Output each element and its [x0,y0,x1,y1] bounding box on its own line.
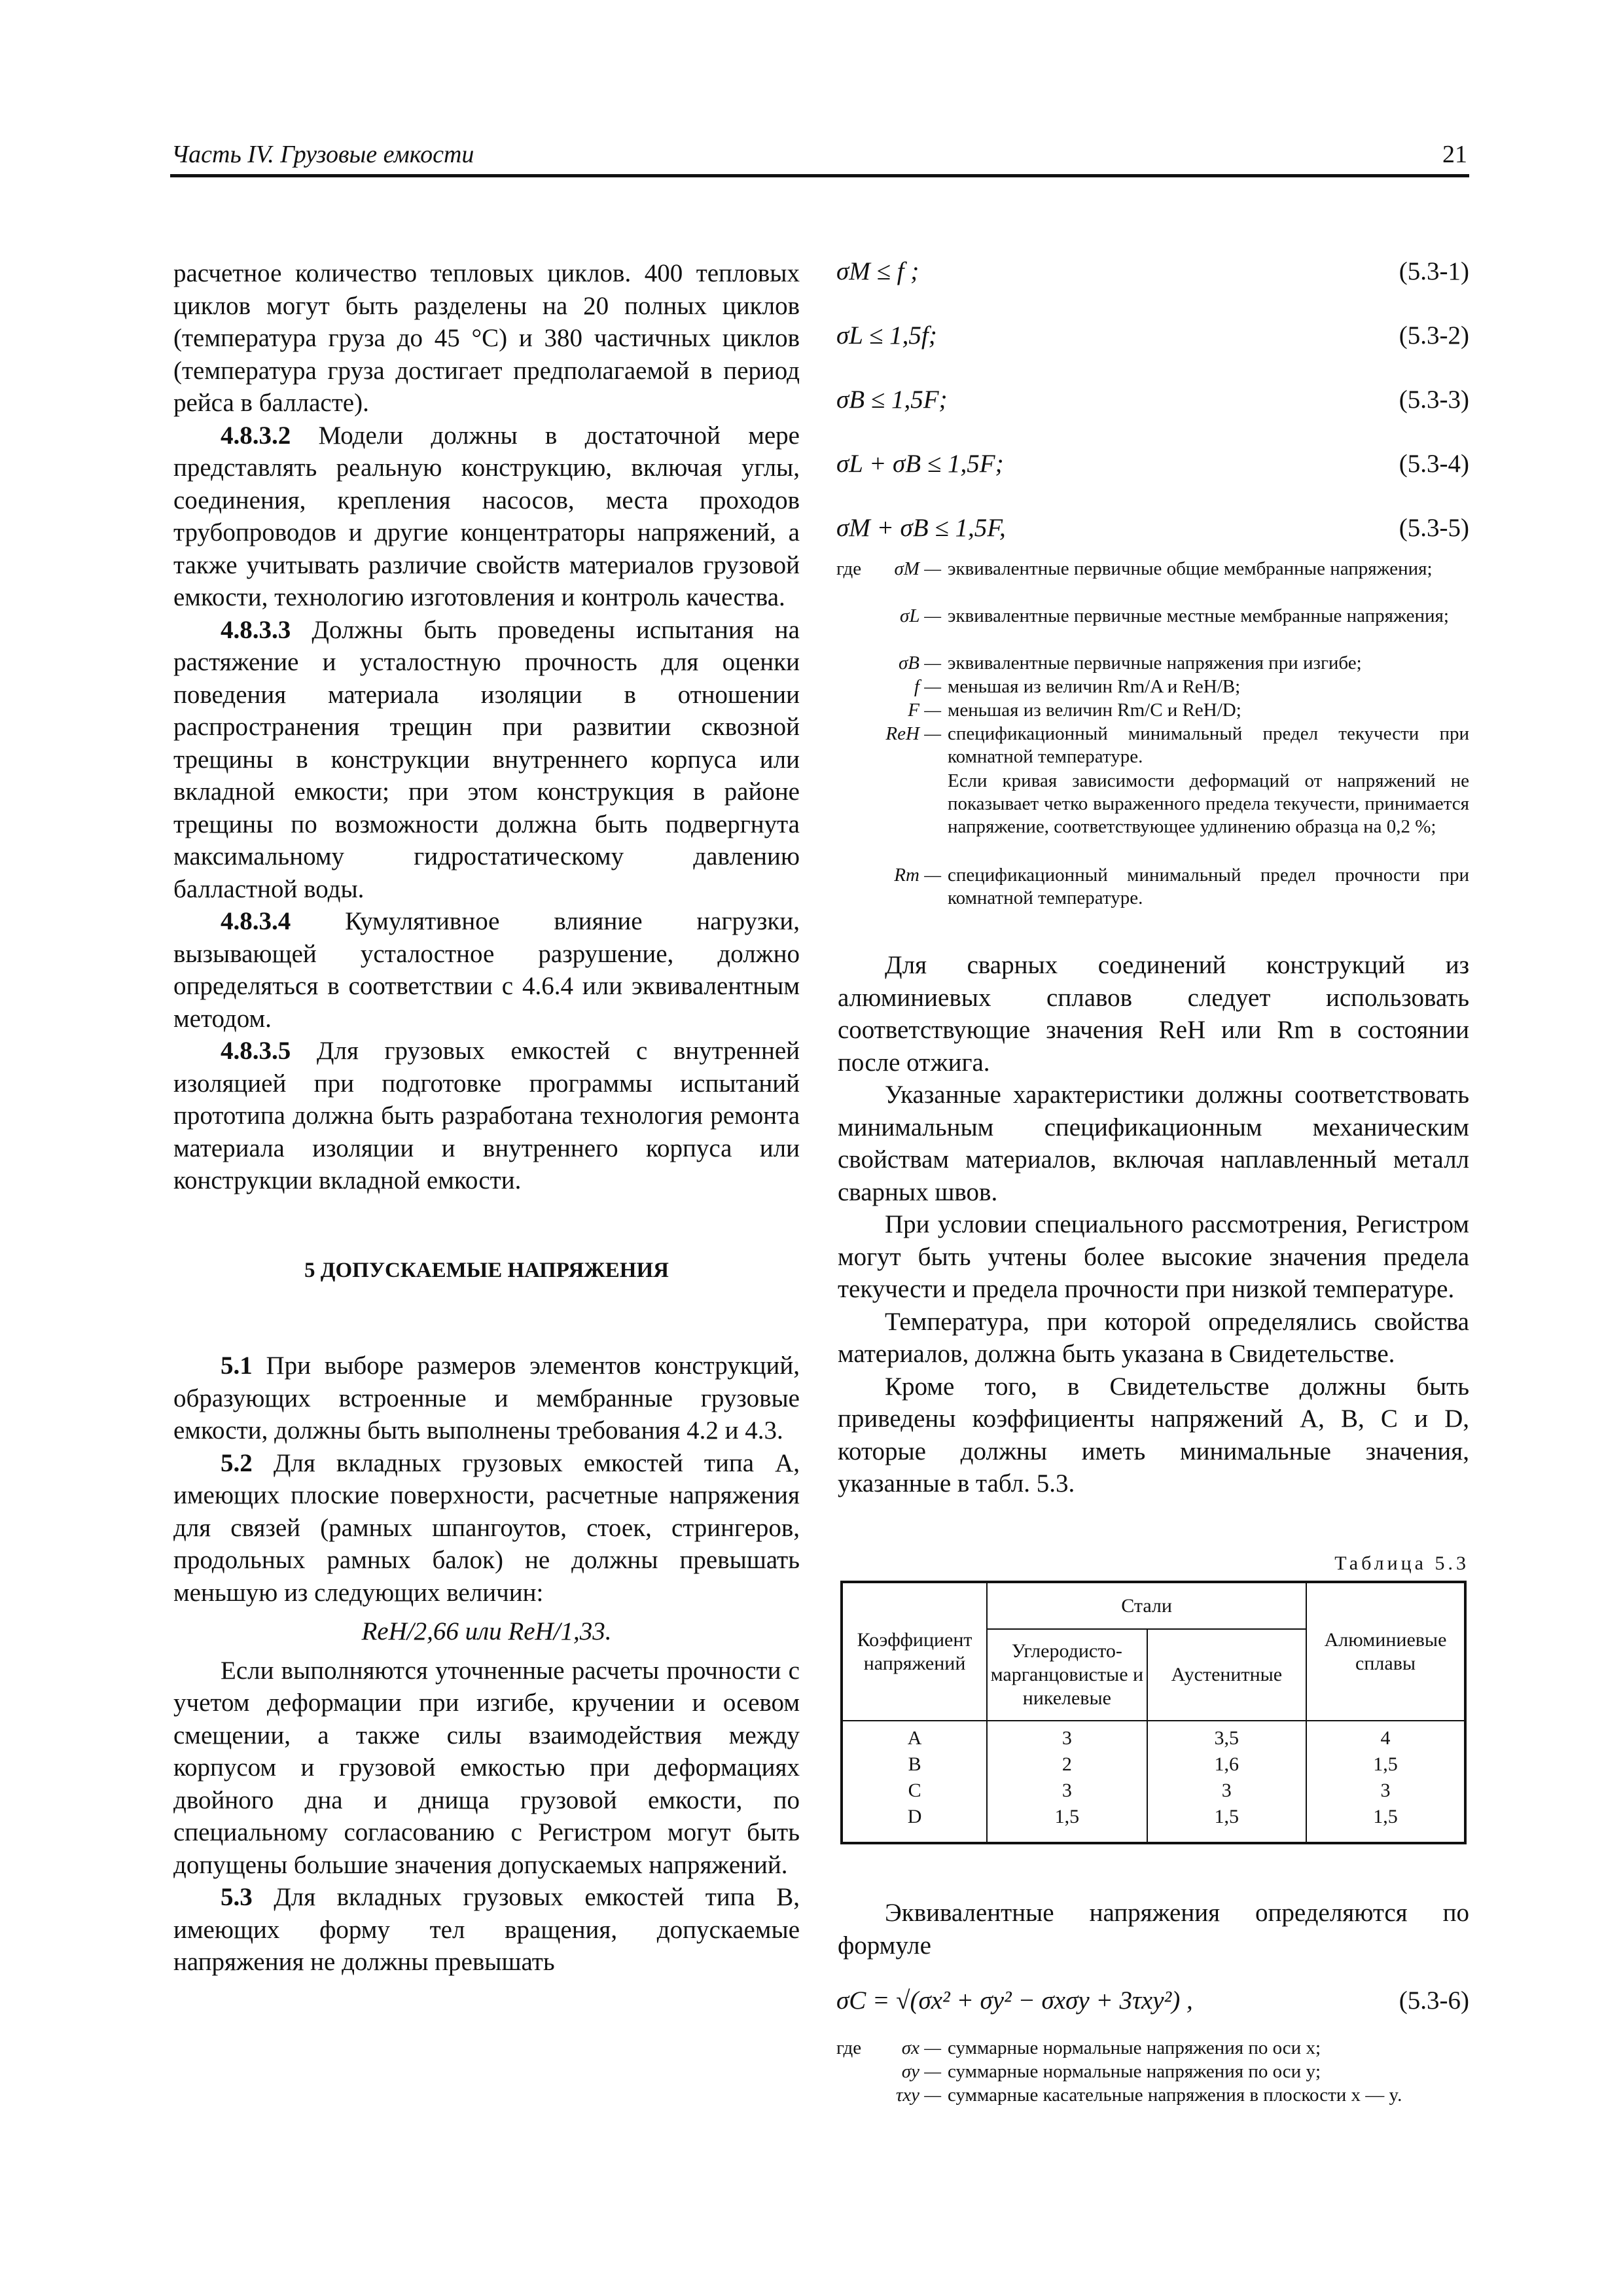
clause-number: 5.1 [221,1352,253,1380]
formula-5-3-4: σL + σB ≤ 1,5F; (5.3-4) [836,450,1469,478]
paragraph-text: При выборе размеров элементов конструкций, образующих встроенные и мембранные грузовые емкости, должны быть выполнены требования 4.2 и 4.3. [173,1352,800,1444]
where-label: где [836,558,862,579]
clause-number: 4.8.3.3 [221,615,291,644]
table-5-3 [840,1581,1467,1844]
paragraph-5-3 [173,1881,800,1979]
paragraph: Температура, при которой определялись свойства материалов, должна быть указана в Свидетельстве. [838,1307,1469,1368]
header-rule [170,174,1469,177]
right-column [838,949,1469,1500]
paragraph: Для сварных соединений конструкций из алюминиевых сплавов следует использовать соответствующие значения ReH или Rm в состоянии после отжига. [838,951,1469,1077]
page-number: 21 [1442,141,1467,168]
table-row: D 1,5 1,5 1,5 [842,1804,1465,1843]
clause-number: 4.8.3.2 [221,421,291,450]
paragraph: Указанные характеристики должны соответствовать минимальным спецификационным механическим свойствам материалов, включая наплавленный металл сварных швов. [838,1081,1469,1206]
paragraph-5-1 [173,1350,800,1447]
paragraph: Если выполняются уточненные расчеты прочности с учетом деформации при изгибе, кручении и осевом смещении, а также силы взаимодействия между корпусом и грузовой емкостью при деформациях двойного дна и днища грузовой емкости, по специальному согласованию с Регистром могут быть допущены большие значения допускаемых напряжений. [173,1656,800,1879]
clause-number: 4.8.3.4 [221,907,291,935]
formula-5-3-5: σM + σB ≤ 1,5F, (5.3-5) [836,514,1469,542]
formula-intro [838,1897,1469,1962]
paragraph: расчетное количество тепловых циклов. 400 тепловых циклов могут быть разделены на 20 полных циклов (температура груза до 45 °C) и 380 частичных циклов (температура груза достигает предполагаемой в период рейса в балласте). [173,259,800,417]
formula-5-3-6: σC = √(σx² + σy² − σxσy + 3τxy²) , (5.3-6) [836,1986,1469,2015]
clause-number: 5.2 [221,1448,253,1477]
header-steel: Стали [987,1582,1306,1629]
clause-number: 4.8.3.5 [221,1037,291,1065]
paragraph-4-8-3-5 [173,1035,800,1197]
formula-5-3-2: σL ≤ 1,5f; (5.3-2) [836,321,1469,350]
formula-5-3-3: σB ≤ 1,5F; (5.3-3) [836,386,1469,414]
table-row: C 3 3 3 [842,1778,1465,1804]
table-caption: Таблица 5.3 [1334,1552,1469,1574]
paragraph-4-8-3-3 [173,614,800,906]
paragraph-text: Для вкладных грузовых емкостей типа A, имеющих плоские поверхности, расчетные напряжения для связей (рамных шпангоутов, стоек, стрингеров, продольных рамных балок) не должны превышать меньшую из следующих величин: [173,1448,800,1607]
paragraph: Кроме того, в Свидетельстве должны быть приведены коэффициенты напряжений A, B, C и D, которые должны иметь минимальные значения, указанные в табл. 5.3. [838,1372,1469,1498]
paragraph: Эквивалентные напряжения определяются по формуле [838,1899,1469,1960]
paragraph-text: Кумулятивное влияние нагрузки, вызывающей усталостное разрушение, должно определяться в соответствии с 4.6.4 или эквивалентным методом. [173,907,800,1033]
table-row: A 3 3,5 4 [842,1721,1465,1751]
paragraph-5-2 [173,1447,800,1609]
where-label: где [836,2037,862,2058]
definitions-block: где σM — эквивалентные первичные общие мембранные напряжения; σL — эквивалентные первичные местные мембранные напряжения; σB — эквивалентные первичные напряжения при изгибе; f — меньшая из величин Rm/A и ReH/B; F — меньшая из величин Rm/C и ReH/D; ReH — спецификационный минимальный предел текучести при комнатной температуре. Если кривая зависимости деформаций от напряжений не показывает четко выраженного предела текучести, принимается напряжение, соответствующее удлинению образца на 0,2 %; Rm — спецификационный минимальный предел прочности при комнатной температуре. [836,558,1469,908]
clause-number: 5.3 [221,1883,253,1911]
left-column [173,257,800,1979]
section-heading: 5 ДОПУСКАЕМЫЕ НАПРЯЖЕНИЯ [304,1258,669,1282]
paragraph: При условии специального рассмотрения, Регистром могут быть учтены более высокие значения предела текучести и предела прочности при низкой температуре. [838,1210,1469,1303]
paragraph-text: Должны быть проведены испытания на растяжение и усталостную прочность для оценки поведения материала изоляции в отношении распространения трещин при развитии сквозной трещины в конструкции внутреннего корпуса или вкладной емкости; при этом конструкция в районе трещины по возможности должна быть подвергнута максимальному гидростатическому давлению балластной воды. [173,615,800,903]
inline-formula: ReH/2,66 или ReH/1,33. [361,1617,612,1645]
header-coefficient: Коэффициент напряжений [842,1582,987,1721]
formula-5-3-1: σM ≤ f ; (5.3-1) [836,257,1469,285]
paragraph-4-8-3-2 [173,420,800,614]
header-carbon-manganese: Углеродисто-марганцовистые и никелевые [987,1629,1147,1721]
paragraph-text: Для грузовых емкостей с внутренней изоляцией при подготовке программы испытаний прототипа должна быть разработана технология ремонта материала изоляции и внутреннего корпуса или конструкции вкладной емкости. [173,1037,800,1194]
paragraph-text: Модели должны в достаточной мере представлять реальную конструкцию, включая углы, соединения, крепления насосов, места проходов трубопроводов и другие концентраторы напряжений, а также учитывать различие свойств материалов грузовой емкости, технологию изготовления и контроль качества. [173,421,800,611]
header-austenitic: Аустенитные [1147,1629,1306,1721]
paragraph-4-8-3-4 [173,905,800,1035]
paragraph-text: Для вкладных грузовых емкостей типа B, имеющих форму тел вращения, допускаемые напряжения не должны превышать [173,1883,800,1976]
header-aluminium: Алюминиевые сплавы [1306,1582,1465,1721]
running-header-title: Часть IV. Грузовые емкости [171,141,474,168]
definitions-block-2: где σx — суммарные нормальные напряжения по оси x; σy — суммарные нормальные напряжения по оси y; τxy — суммарные касательные напряжения в плоскости x — y. [836,2037,1402,2106]
table-row: B 2 1,6 1,5 [842,1751,1465,1778]
